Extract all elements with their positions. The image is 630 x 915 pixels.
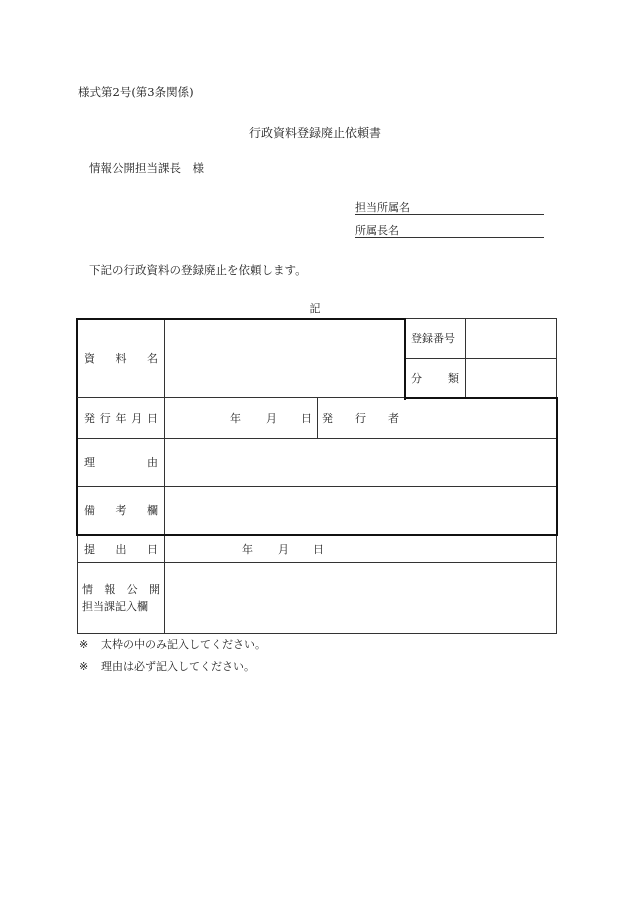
label-char: 料 [115, 352, 127, 365]
label-char: 日 [147, 412, 158, 425]
day-unit: 日 [301, 412, 312, 425]
category-field [467, 359, 555, 397]
department-name-label: 担当所属名 [355, 201, 410, 214]
note-text: 理由は必ず記入してください。 [101, 660, 255, 673]
label-char: 欄 [147, 504, 158, 517]
label-char: 考 [115, 504, 127, 517]
issuer-label [322, 398, 399, 438]
label-char: 行 [355, 412, 366, 425]
year-unit: 年 [230, 412, 241, 425]
table-line [164, 318, 165, 634]
submission-date-field [166, 536, 555, 562]
label-char: 公 [126, 583, 138, 596]
month-unit: 月 [278, 543, 289, 556]
info-disclosure-field [166, 563, 555, 632]
thick-frame-line [76, 318, 78, 536]
label-char: 日 [147, 543, 158, 556]
department-head-field[interactable] [355, 222, 544, 238]
table-line [77, 534, 78, 634]
category-label [411, 358, 459, 398]
form-number: 様式第2号(第3条関係) [78, 85, 194, 99]
label-char: 発 [322, 412, 333, 425]
label-char: 資 [84, 352, 95, 365]
label-char: 者 [388, 412, 399, 425]
table-line [317, 398, 318, 438]
thick-frame-line [556, 397, 558, 536]
label-char: 月 [131, 412, 143, 425]
note-item [79, 634, 266, 656]
info-disclosure-label [82, 563, 160, 633]
note-item [79, 656, 266, 678]
issue-date-field[interactable] [166, 399, 316, 437]
thick-frame-line [404, 318, 406, 400]
label-char: 開 [148, 583, 160, 596]
label-char: 情 [82, 583, 93, 596]
day-unit: 日 [313, 543, 324, 556]
label-char: 報 [104, 583, 116, 596]
notes [79, 634, 266, 678]
remarks-label [84, 486, 158, 534]
table-line [465, 318, 466, 398]
reason-field[interactable] [166, 439, 555, 485]
remarks-field[interactable] [166, 487, 555, 533]
month-unit: 月 [266, 412, 277, 425]
submission-date-label [84, 536, 158, 562]
department-name-field[interactable] [355, 199, 544, 215]
material-name-label [84, 318, 158, 398]
label-char: 分 [411, 372, 422, 385]
issue-date-label [84, 398, 158, 438]
registration-number-field [467, 319, 555, 357]
issuer-field[interactable] [406, 399, 555, 437]
label-char: 由 [147, 456, 158, 469]
label-char: 出 [115, 543, 127, 556]
note-text: 太枠の中のみ記入してください。 [101, 638, 266, 651]
reason-label [84, 438, 158, 486]
info-disclosure-line1 [82, 581, 160, 598]
label-char: 理 [84, 456, 95, 469]
label-char: 備 [84, 504, 95, 517]
label-char: 提 [84, 543, 95, 556]
document-title: 行政資料登録廃止依頼書 [248, 126, 381, 140]
label-char: 名 [147, 352, 158, 365]
label-char: 類 [448, 372, 459, 385]
note-mark: ※ [79, 638, 89, 651]
department-head-label: 所属長名 [355, 224, 399, 237]
registration-number-label: 登録番号 [411, 332, 455, 345]
note-mark: ※ [79, 660, 89, 673]
addressee: 情報公開担当課長 様 [89, 161, 204, 175]
request-text: 下記の行政資料の登録廃止を依頼します。 [89, 263, 307, 277]
info-disclosure-line2: 担当課記入欄 [82, 600, 148, 613]
label-char: 行 [99, 412, 111, 425]
label-char: 年 [115, 412, 127, 425]
label-char: 発 [84, 412, 95, 425]
ki-heading: 記 [309, 302, 321, 315]
material-name-field[interactable] [166, 320, 403, 397]
year-unit: 年 [242, 543, 253, 556]
